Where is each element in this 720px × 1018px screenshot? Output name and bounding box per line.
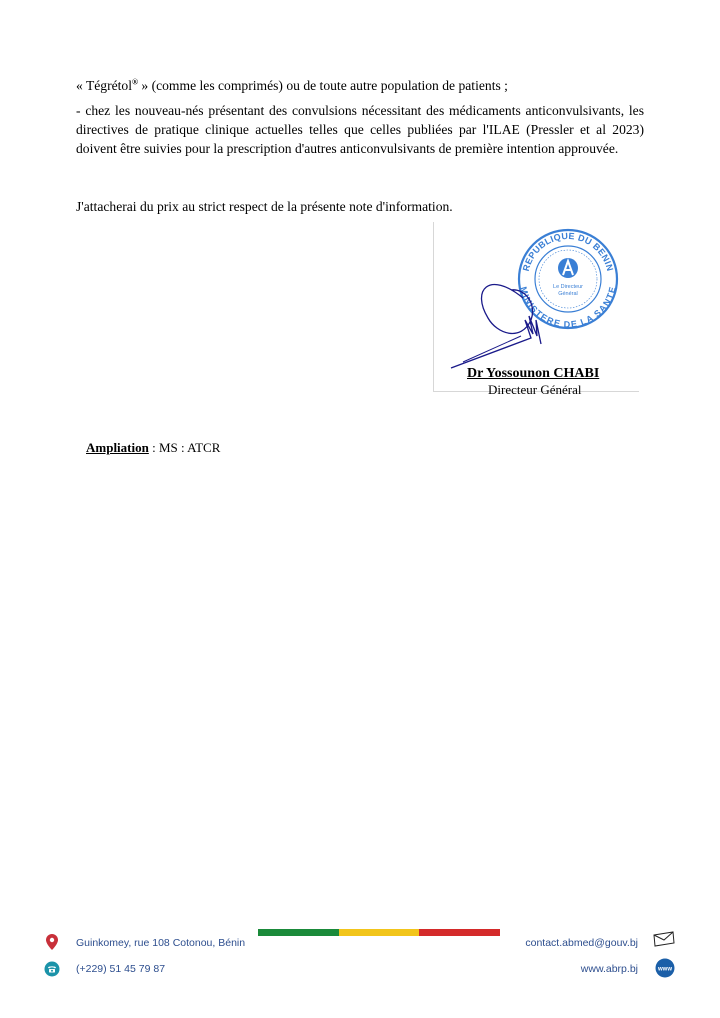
footer-email[interactable]: contact.abmed@gouv.bj (525, 937, 638, 949)
envelope-icon (653, 931, 675, 947)
footer-website[interactable]: www.abrp.bj (580, 963, 638, 975)
signature-frame-left (433, 222, 434, 392)
paragraph-closing: J'attacherai du prix au strict respect de la présente note d'information. (76, 199, 453, 214)
ampliation-line (86, 440, 220, 456)
signature-block (433, 222, 640, 397)
seal-center-line1: Le Directeur (553, 284, 583, 290)
seal-top-text: REPUBLIQUE DU BENIN (520, 230, 616, 273)
footer-address: Guinkomey, rue 108 Cotonou, Bénin (76, 937, 246, 949)
flag-green (258, 929, 339, 936)
seal-center-line2: Général (558, 291, 578, 297)
www-globe-icon (655, 958, 675, 978)
registered-mark: ® (132, 77, 138, 87)
paragraph-newborns: - chez les nouveau-nés présentant des convulsions nécessitant des médicaments anticonvulsivants, les directives de pratique clinique actuelles telles que celles publiées par l'ILAE (Pressler et al 2023) doivent être suivies pour la prescription d'autres anticonvulsivants de première intention approuvée. (76, 103, 644, 156)
ampliation-label: Ampliation (86, 440, 149, 455)
footer-phone: (+229) 51 45 79 87 (76, 963, 166, 975)
signer-name: Dr Yossounon CHABI (467, 366, 600, 381)
flag-red (419, 929, 500, 936)
svg-text:www: www (657, 966, 673, 973)
paragraph-text: » (comme les comprimés) ou de toute autre population de patients ; (137, 78, 508, 93)
flag-stripe (258, 929, 500, 936)
telephone-icon (44, 961, 60, 977)
map-pin-icon (46, 934, 58, 950)
quote-open: « (76, 78, 86, 93)
seal-bottom-text: MINISTERE DE LA SANTE (518, 285, 618, 330)
handwritten-signature (441, 250, 581, 370)
flag-yellow (339, 929, 420, 936)
brand-name: Tégrétol (85, 78, 132, 93)
ampliation-value: : MS : ATCR (148, 440, 221, 455)
signer-title: Directeur Général (488, 382, 582, 397)
paragraph-tegretol (76, 76, 644, 95)
